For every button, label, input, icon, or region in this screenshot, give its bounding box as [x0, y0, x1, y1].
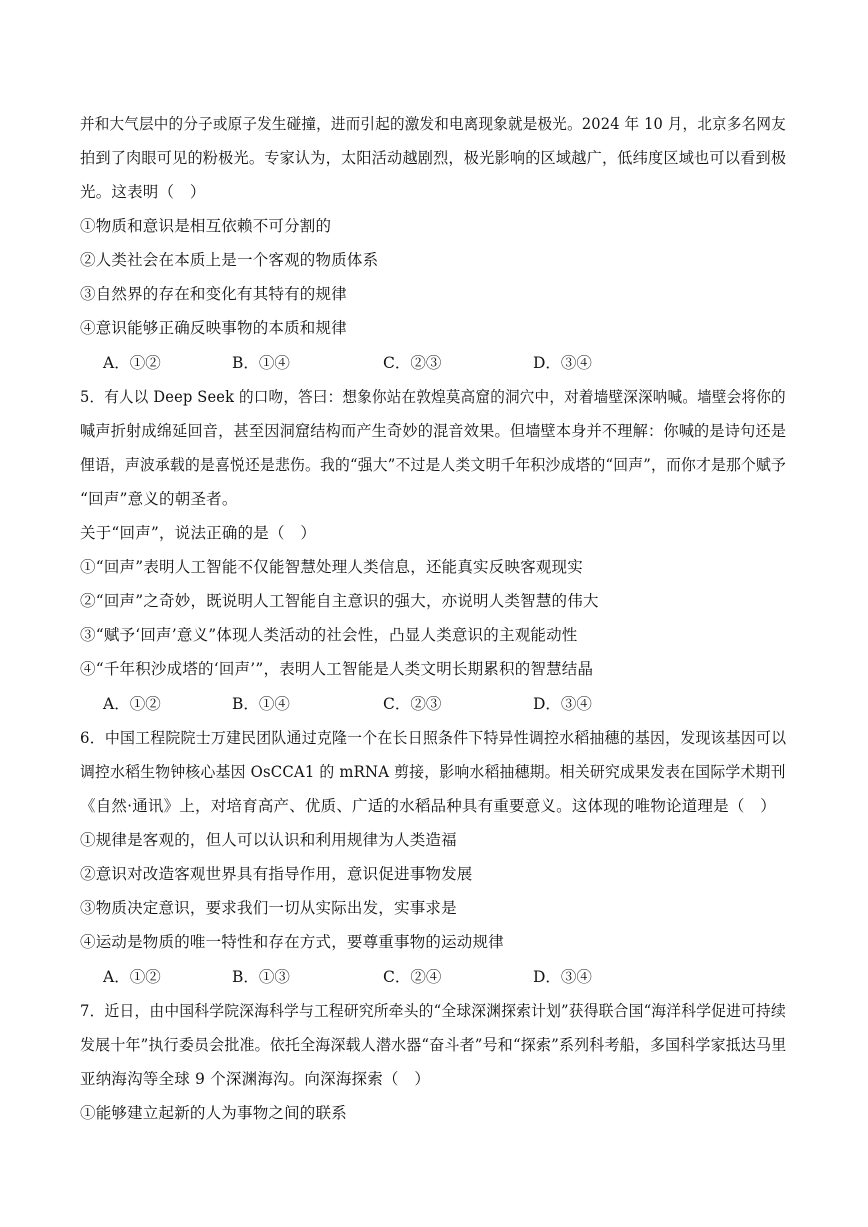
statement: ②“回声”之奇妙，既说明人工智能自主意识的强大，亦说明人类智慧的伟大	[80, 592, 599, 610]
option-b: B．①④	[232, 354, 290, 372]
statement: ②意识对改造客观世界具有指导作用，意识促进事物发展	[80, 865, 473, 883]
statement: ①“回声”表明人工智能不仅能智慧处理人类信息，还能真实反映客观现实	[80, 558, 583, 576]
stem-line: 发展十年”执行委员会批准。依托全海深载人潜水器“奋斗者”号和“探索”系列科考船，多国科学家抵达马里	[80, 1036, 787, 1054]
stem-line: 7．近日，由中国科学院深海科学与工程研究所牵头的“全球深渊探索计划”获得联合国“海洋科学促进可持续	[80, 1002, 786, 1020]
option-c: C．②③	[383, 354, 442, 372]
stem-line: 拍到了肉眼可见的粉极光。专家认为，太阳活动越剧烈，极光影响的区域越广，低纬度区域也可以看到极	[80, 149, 787, 167]
statement: ①物质和意识是相互依赖不可分割的	[80, 217, 332, 235]
statement: ④意识能够正确反映事物的本质和规律	[80, 319, 347, 337]
sub-question: 关于“回声”，说法正确的是（ ）	[80, 524, 317, 542]
stem-line: 光。这表明（ ）	[80, 183, 206, 201]
option-b: B．①③	[232, 968, 290, 986]
option-d: D．③④	[533, 354, 592, 372]
stem-line: 《自然·通讯》上，对培育高产、优质、广适的水稻品种具有重要意义。这体现的唯物论道理是（ ）	[80, 797, 776, 815]
option-a: A．①②	[103, 354, 161, 372]
stem-line: 俚语，声波承载的是喜悦还是悲伤。我的“强大”不过是人类文明千年积沙成塔的“回声”，而你才是那个赋予	[80, 456, 786, 474]
option-a: A．①②	[103, 968, 161, 986]
option-a: A．①②	[103, 695, 161, 713]
statement: ①规律是客观的，但人可以认识和利用规律为人类造福	[80, 831, 457, 849]
statement: ③“赋予‘回声’意义”体现人类活动的社会性，凸显人类意识的主观能动性	[80, 626, 578, 644]
option-d: D．③④	[533, 695, 592, 713]
statement: ④运动是物质的唯一特性和存在方式，要尊重事物的运动规律	[80, 933, 504, 951]
option-d: D．③④	[533, 968, 592, 986]
option-c: C．②③	[383, 695, 442, 713]
statement: ①能够建立起新的人为事物之间的联系	[80, 1104, 347, 1122]
statement: ④“千年积沙成塔的‘回声’”，表明人工智能是人类文明长期累积的智慧结晶	[80, 660, 594, 678]
stem-line: 5．有人以 Deep Seek 的口吻，答曰：想象你站在敦煌莫高窟的洞穴中，对着墙壁深深呐喊。墙壁会将你的	[80, 388, 786, 406]
statement: ③自然界的存在和变化有其特有的规律	[80, 285, 347, 303]
statement: ②人类社会在本质上是一个客观的物质体系	[80, 251, 379, 269]
stem-line: 喊声折射成绵延回音，甚至因洞窟结构而产生奇妙的混音效果。但墙壁本身并不理解：你喊的是诗句还是	[80, 422, 787, 440]
stem-line: 亚纳海沟等全球 9 个深渊海沟。向深海探索（ ）	[80, 1070, 431, 1088]
stem-line: 6．中国工程院院士万建民团队通过克隆一个在长日照条件下特异性调控水稻抽穗的基因，发现该基因可以	[80, 729, 787, 747]
option-b: B．①④	[232, 695, 290, 713]
option-c: C．②④	[383, 968, 442, 986]
statement: ③物质决定意识，要求我们一切从实际出发，实事求是	[80, 899, 457, 917]
stem-line: 调控水稻生物钟核心基因 OsCCA1 的 mRNA 剪接，影响水稻抽穗期。相关研究成果发表在国际学术期刊	[80, 763, 786, 781]
stem-line: “回声”意义的朝圣者。	[80, 490, 238, 508]
stem-line: 并和大气层中的分子或原子发生碰撞，进而引起的激发和电离现象就是极光。2024 年 10 月，北京多名网友	[80, 115, 786, 133]
